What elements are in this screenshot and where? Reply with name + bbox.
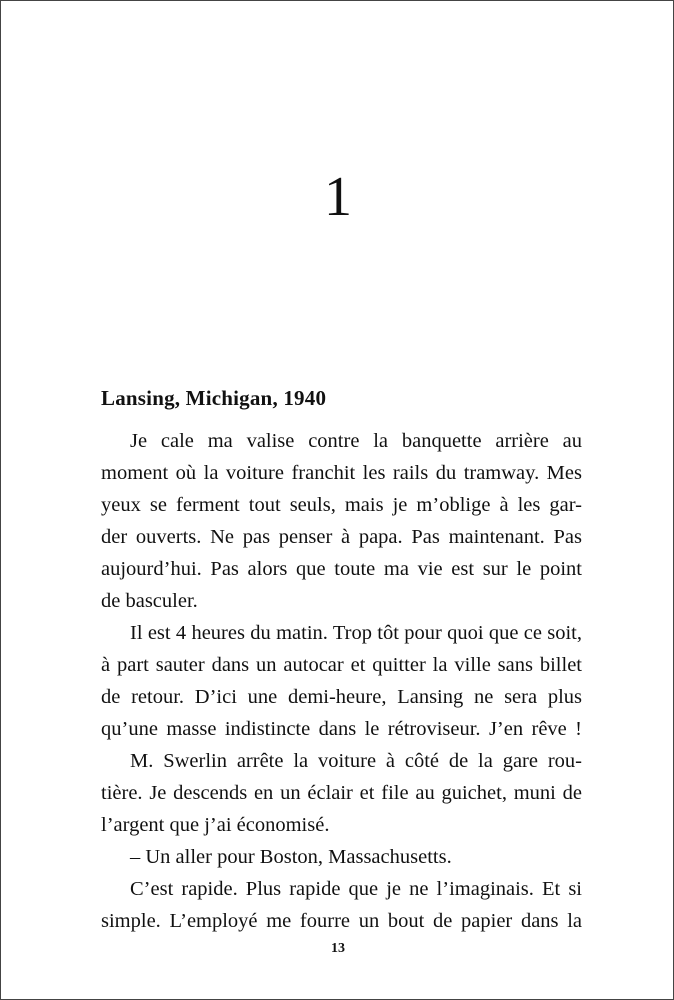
text-line: qu’une masse indistincte dans le rétroviseur. J’en rêve ! xyxy=(101,718,582,740)
text-line: simple. L’employé me fourre un bout de papier dans la xyxy=(101,910,582,932)
text-line: aujourd’hui. Pas alors que toute ma vie est sur le point xyxy=(101,558,582,580)
text-line: Il est 4 heures du matin. Trop tôt pour quoi que ce soit, xyxy=(130,622,582,644)
text-line: C’est rapide. Plus rapide que je ne l’imaginais. Et si xyxy=(130,878,582,900)
text-line: Je cale ma valise contre la banquette arrière au xyxy=(130,430,582,452)
text-line: l’argent que j’ai économisé. xyxy=(101,814,330,836)
text-line: à part sauter dans un autocar et quitter la ville sans billet xyxy=(101,654,582,676)
text-line: M. Swerlin arrête la voiture à côté de la gare rou- xyxy=(130,750,582,772)
text-line: yeux se ferment tout seuls, mais je m’oblige à les gar- xyxy=(101,494,582,516)
text-line: de basculer. xyxy=(101,590,198,612)
text-line: der ouverts. Ne pas penser à papa. Pas maintenant. Pas xyxy=(101,526,582,548)
text-line: tière. Je descends en un éclair et file au guichet, muni de xyxy=(101,782,582,804)
text-line: moment où la voiture franchit les rails du tramway. Mes xyxy=(101,462,582,484)
text-line: de retour. D’ici une demi-heure, Lansing ne sera plus xyxy=(101,686,582,708)
dialogue-line: – Un aller pour Boston, Massachusetts. xyxy=(130,846,452,868)
page-number: 13 xyxy=(331,941,345,956)
chapter-number: 1 xyxy=(324,166,352,228)
place-heading: Lansing, Michigan, 1940 xyxy=(101,386,327,410)
